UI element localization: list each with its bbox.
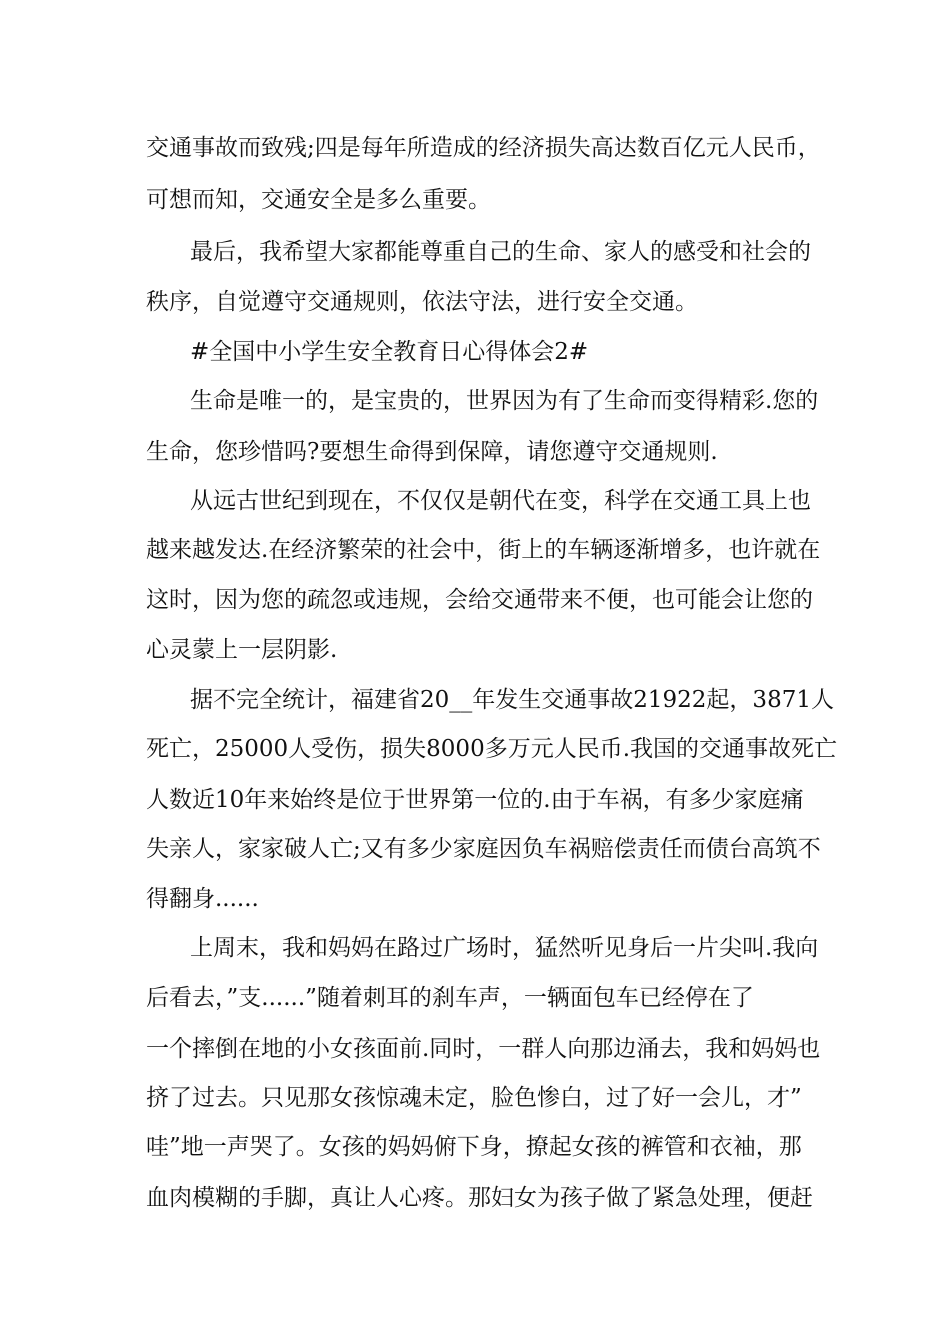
text-line: 死亡，25000人受伤，损失8000多万元人民币.我国的交通事故死亡 xyxy=(146,736,838,762)
text-line: 失亲人，家家破人亡;又有多少家庭因负车祸赔偿责任而债台高筑不 xyxy=(146,836,821,862)
text-line: 生命是唯一的，是宝贵的，世界因为有了生命而变得精彩.您的 xyxy=(190,388,819,414)
section-heading: #全国中小学生安全教育日心得体会2# xyxy=(190,339,589,365)
text-line: 挤了过去。只见那女孩惊魂未定，脸色惨白，过了好一会儿，才” xyxy=(146,1085,802,1111)
text-line: 血肉模糊的手脚，真让人心疼。那妇女为孩子做了紧急处理，便赶 xyxy=(146,1185,813,1211)
text-line: 秩序，自觉遵守交通规则，依法守法，进行安全交通。 xyxy=(146,289,698,315)
text-line: 交通事故而致残;四是每年所造成的经济损失高达数百亿元人民币， xyxy=(146,135,821,161)
text-line: 得翻身...... xyxy=(146,886,259,912)
text-line: 后看去，”支......”随着刺耳的刹车声，一辆面包车已经停在了 xyxy=(146,985,754,1011)
text-line: 从远古世纪到现在，不仅仅是朝代在变，科学在交通工具上也 xyxy=(190,488,811,514)
text-line: 心灵蒙上一层阴影. xyxy=(146,637,338,663)
text-line: 生命，您珍惜吗?要想生命得到保障，请您遵守交通规则. xyxy=(146,439,718,465)
text-line: 人数近10年来始终是位于世界第一位的.由于车祸，有多少家庭痛 xyxy=(146,787,804,813)
text-line: 上周末，我和妈妈在路过广场时，猛然听见身后一片尖叫.我向 xyxy=(190,935,819,961)
text-line: 据不完全统计，福建省20__年发生交通事故21922起，3871人 xyxy=(190,687,834,713)
text-line: 越来越发达.在经济繁荣的社会中，街上的车辆逐渐增多，也许就在 xyxy=(146,537,821,563)
text-line: 这时，因为您的疏忽或违规，会给交通带来不便，也可能会让您的 xyxy=(146,587,813,613)
text-line: 哇”地一声哭了。女孩的妈妈俯下身，撩起女孩的裤管和衣袖，那 xyxy=(146,1134,802,1160)
text-line: 可想而知，交通安全是多么重要。 xyxy=(146,187,491,213)
text-line: 最后，我希望大家都能尊重自己的生命、家人的感受和社会的 xyxy=(190,239,811,265)
text-line: 一个摔倒在地的小女孩面前.同时，一群人向那边涌去，我和妈妈也 xyxy=(146,1036,821,1062)
